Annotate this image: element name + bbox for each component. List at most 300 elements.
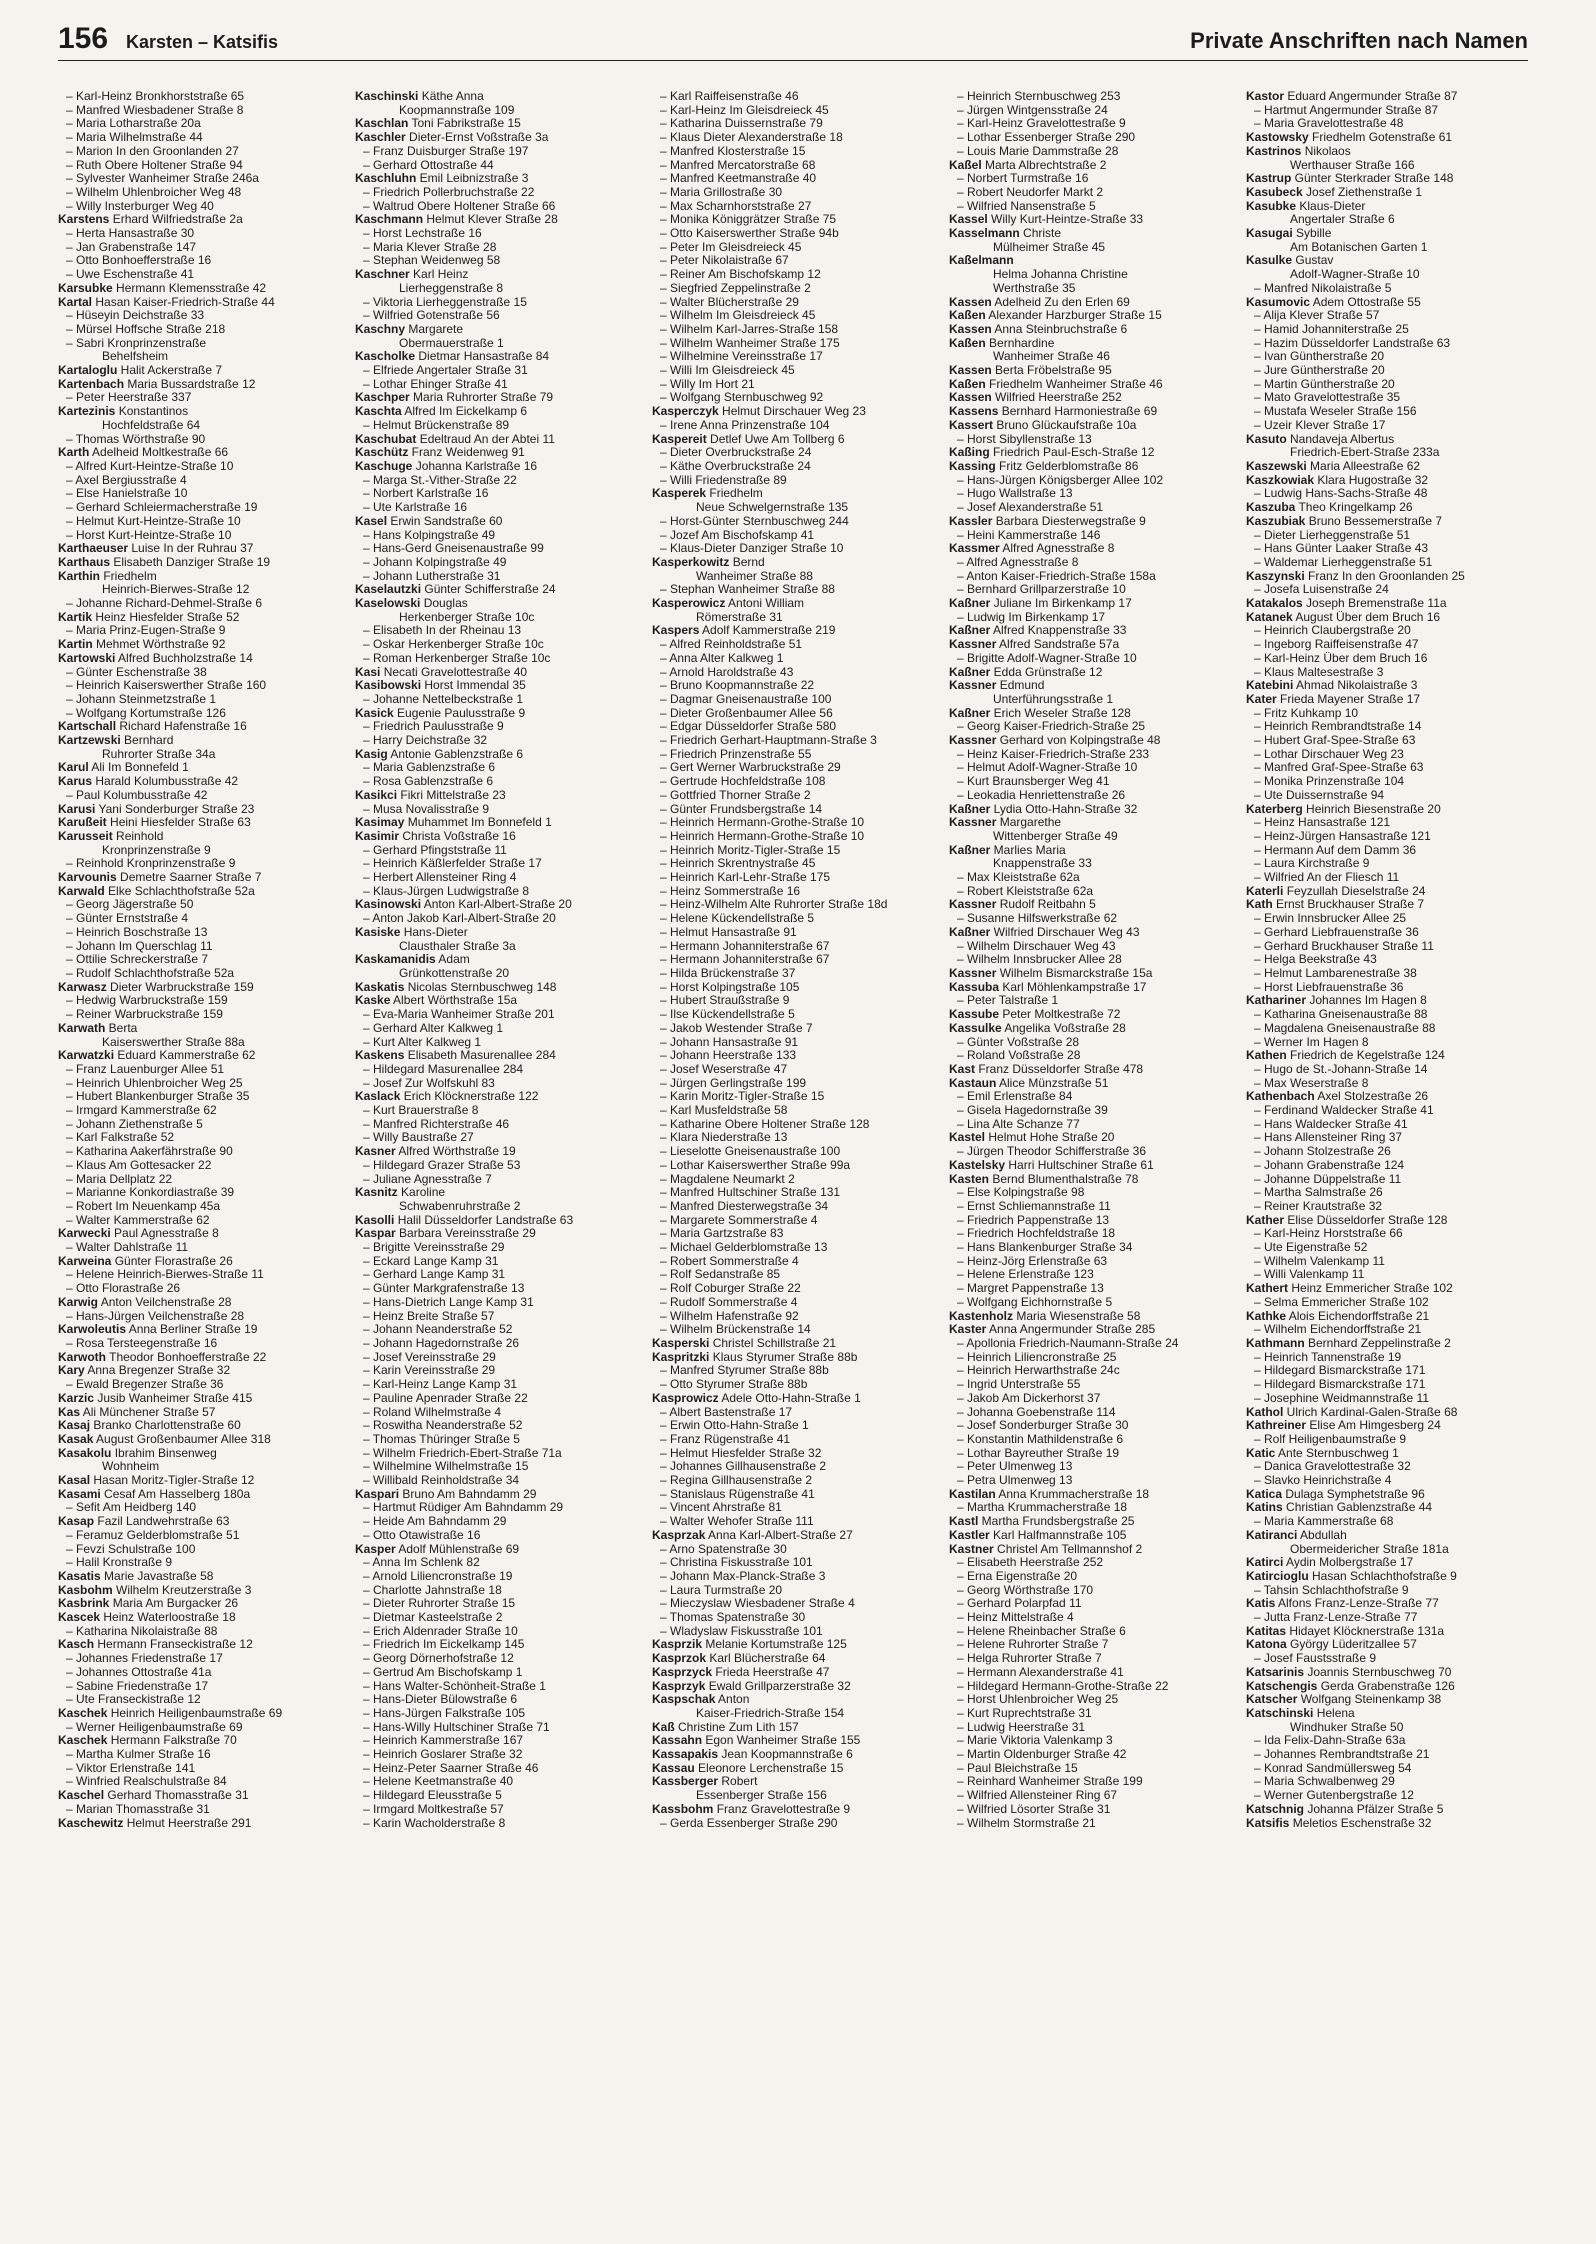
- sub-entry: – Wilhelm Wanheimer Straße 175: [660, 336, 840, 350]
- directory-column: [1246, 90, 1531, 2230]
- surname-entry: [58, 1570, 343, 1584]
- sub-entry: – Günter Voßstraße 28: [957, 1035, 1080, 1049]
- address-continuation: Behelfsheim: [102, 350, 169, 364]
- sub-entry: – Hildegard Bismarckstraße 171: [1254, 1364, 1426, 1378]
- surname: Kasugai: [1246, 227, 1293, 241]
- surname: Kasick: [355, 706, 394, 720]
- name-range: Karsten – Katsifis: [126, 32, 279, 52]
- sub-entry: – Helmut Kurt-Heintze-Straße 10: [66, 514, 241, 528]
- sub-entry: – Josef Faustsstraße 9: [1254, 1652, 1377, 1666]
- sub-entry: – Hans-Jürgen Königsberger Allee 102: [957, 473, 1164, 487]
- entry-detail: Alfred Wörthstraße 19: [395, 1145, 516, 1159]
- sub-entry: – Heinrich Hermann-Grothe-Straße 10: [660, 816, 865, 830]
- sub-entry: – Johannes Ottostraße 41a: [66, 1665, 212, 1679]
- address-continuation: Koopmannstraße 109: [399, 103, 515, 117]
- entry-detail: Richard Hafenstraße 16: [116, 720, 247, 734]
- sub-entry: – Hans-Dietrich Lange Kamp 31: [363, 1295, 534, 1309]
- entry-detail: Marta Albrechtstraße 2: [981, 158, 1107, 172]
- sub-entry: – Maria Kammerstraße 68: [1254, 1515, 1394, 1529]
- surname-entry: [355, 981, 640, 995]
- sub-entry: – Heinrich Herwarthstraße 24c: [957, 1364, 1120, 1378]
- surname: Kaßen: [949, 336, 986, 350]
- surname: Kasaj: [58, 1419, 91, 1433]
- surname-entry: [355, 748, 640, 762]
- sub-entry: – Stanislaus Rügenstraße 41: [660, 1487, 815, 1501]
- entry-detail: Erich Klöcknerstraße 122: [400, 1090, 539, 1104]
- sub-entry: – Lothar Essenberger Straße 290: [957, 131, 1136, 145]
- surname-entry: [949, 1310, 1234, 1324]
- surname: Kathreiner: [1246, 1419, 1307, 1433]
- surname: Kascek: [58, 1611, 101, 1625]
- surname: Kaß: [652, 1720, 675, 1734]
- entry-detail: Bernd: [729, 555, 765, 569]
- surname-entry: [355, 707, 640, 721]
- surname-entry: [58, 405, 343, 419]
- sub-entry: – Reinhold Kronprinzenstraße 9: [66, 857, 236, 871]
- surname: Kasprzak: [652, 1528, 706, 1542]
- surname-entry: [58, 213, 343, 227]
- surname: Karwath: [58, 1021, 106, 1035]
- surname-entry: [652, 1666, 937, 1680]
- address-continuation: Kaiser-Friedrich-Straße 154: [696, 1706, 845, 1720]
- sub-entry: – Martha Salmstraße 26: [1254, 1186, 1383, 1200]
- sub-entry: – Karl Raiffeisenstraße 46: [660, 90, 799, 103]
- sub-entry: – Hans-Willy Hultschiner Straße 71: [363, 1720, 550, 1734]
- surname-entry: [652, 1529, 937, 1543]
- sub-entry: – Johann Ziethenstraße 5: [66, 1117, 203, 1131]
- sub-entry: – Marie Viktoria Valenkamp 3: [957, 1734, 1113, 1748]
- surname: Karus: [58, 775, 93, 789]
- sub-entry: – Anna Im Schlenk 82: [363, 1556, 480, 1570]
- sub-entry: – Jure Güntherstraße 20: [1254, 364, 1385, 378]
- surname-entry: [58, 803, 343, 817]
- entry-detail: Bernd Blumenthalstraße 78: [989, 1172, 1139, 1186]
- surname-entry: [949, 1543, 1234, 1557]
- sub-entry: – Hartmut Angermunder Straße 87: [1254, 103, 1439, 117]
- surname-entry: [949, 666, 1234, 680]
- sub-entry: – Maria Gravelottestraße 48: [1254, 117, 1404, 131]
- sub-entry: – Heinz-Jürgen Hansastraße 121: [1254, 829, 1431, 843]
- sub-entry: – Edgar Düsseldorfer Straße 580: [660, 720, 837, 734]
- surname-entry: [355, 1488, 640, 1502]
- entry-detail: Hermann Franseckistraße 12: [94, 1638, 253, 1652]
- sub-entry: – Gerhard Lange Kamp 31: [363, 1268, 506, 1282]
- surname: Karwatzki: [58, 1049, 115, 1063]
- surname-entry: [355, 816, 640, 830]
- sub-entry: – Heinz Breite Straße 57: [363, 1309, 495, 1323]
- surname-entry: [652, 1680, 937, 1694]
- sub-entry: – Johannes Rembrandtstraße 21: [1254, 1748, 1430, 1762]
- surname: Kassner: [949, 679, 997, 693]
- sub-entry: – Johanna Goebenstraße 114: [957, 1405, 1116, 1419]
- sub-entry: – Jürgen Gerlingstraße 199: [660, 1076, 807, 1090]
- surname-entry: [949, 309, 1234, 323]
- address-continuation: Am Botanischen Garten 1: [1290, 240, 1428, 254]
- entry-detail: Ibrahim Binsenweg: [111, 1446, 217, 1460]
- surname: Kasch: [58, 1638, 95, 1652]
- surname-entry: [355, 460, 640, 474]
- sub-entry: – Roland Voßstraße 28: [957, 1049, 1081, 1063]
- sub-entry: – Hazim Düsseldorfer Landstraße 63: [1254, 336, 1451, 350]
- surname-entry: [652, 487, 937, 501]
- sub-entry: – Friedrich Im Eickelkamp 145: [363, 1638, 525, 1652]
- entry-detail: Karl Heinz: [409, 268, 469, 282]
- sub-entry: – Hans Kolpingstraße 49: [363, 528, 496, 542]
- sub-entry: – Mustafa Weseler Straße 156: [1254, 405, 1417, 419]
- sub-entry: – Karl Falkstraße 52: [66, 1131, 175, 1145]
- page-number: 156: [58, 22, 109, 55]
- surname-entry: [355, 213, 640, 227]
- surname-entry: [58, 871, 343, 885]
- sub-entry: – Arnold Liliencronstraße 19: [363, 1569, 513, 1583]
- sub-entry: – Waltrud Obere Holtener Straße 66: [363, 199, 556, 213]
- surname-entry: [1246, 1817, 1531, 1831]
- surname-entry: [1246, 90, 1531, 104]
- surname: Katitas: [1246, 1624, 1287, 1638]
- entry-detail: Elisabeth Masurenallee 284: [404, 1049, 556, 1063]
- surname: Kaschta: [355, 405, 402, 419]
- address-continuation: Clausthaler Straße 3a: [399, 939, 516, 953]
- entry-detail: Karoline: [397, 1186, 446, 1200]
- sub-entry: – Rolf Heiligenbaumstraße 9: [1254, 1432, 1407, 1446]
- entry-detail: Christian Gablenzstraße 44: [1282, 1501, 1433, 1515]
- sub-entry: – Johann Kolpingstraße 49: [363, 555, 507, 569]
- sub-entry: – Hans-Jürgen Veilchenstraße 28: [66, 1309, 245, 1323]
- sub-entry: – Hans-Gerd Gneisenaustraße 99: [363, 542, 544, 556]
- sub-entry: – Willibald Reinholdstraße 34: [363, 1474, 520, 1488]
- surname: Katschnig: [1246, 1802, 1305, 1816]
- surname-entry: [949, 296, 1234, 310]
- surname: Katins: [1246, 1501, 1283, 1515]
- surname: Kaslack: [355, 1090, 401, 1104]
- entry-detail: Mehmet Wörthstraße 92: [92, 638, 226, 652]
- sub-entry: – Manfred Wiesbadener Straße 8: [66, 103, 244, 117]
- surname: Kassmer: [949, 542, 1000, 556]
- sub-entry: – Brigitte Adolf-Wagner-Straße 10: [957, 651, 1137, 665]
- sub-entry: – Helmut Lambarenestraße 38: [1254, 967, 1417, 980]
- entry-detail: Nicolas Sternbuschweg 148: [404, 980, 557, 994]
- entry-detail: Joseph Bremenstraße 11a: [1302, 597, 1447, 611]
- sub-entry: – Reiner Am Bischofskamp 12: [660, 268, 821, 282]
- surname-entry: [58, 1474, 343, 1488]
- entry-detail: Ante Sternbuschweg 1: [1275, 1446, 1399, 1460]
- sub-entry: – Heinrich Goslarer Straße 32: [363, 1748, 523, 1762]
- surname-entry: [949, 227, 1234, 241]
- entry-detail: Anton Karl-Albert-Straße 20: [421, 898, 572, 912]
- sub-entry: – Katharine Obere Holtener Straße 128: [660, 1117, 870, 1131]
- surname-entry: [1246, 227, 1531, 241]
- entry-detail: Erhard Wilfriedstraße 2a: [109, 213, 243, 227]
- entry-detail: Gerhard von Kolpingstraße 48: [996, 734, 1161, 748]
- entry-detail: Theodor Bonhoefferstraße 22: [106, 1350, 267, 1364]
- surname-entry: [1246, 885, 1531, 899]
- sub-entry: – Hermann Auf dem Damm 36: [1254, 843, 1417, 857]
- sub-entry: – Heinrich Moritz-Tigler-Straße 15: [660, 843, 841, 857]
- sub-entry: – Wilhelmine Vereinsstraße 17: [660, 350, 823, 364]
- surname-entry: [58, 1707, 343, 1721]
- surname: Kasami: [58, 1487, 101, 1501]
- entry-detail: Adelheid Zu den Erlen 69: [991, 295, 1130, 309]
- sub-entry: – Friedrich Hochfeldstraße 18: [957, 1227, 1116, 1241]
- surname-entry: [58, 556, 343, 570]
- surname: Kastrinos: [1246, 144, 1302, 158]
- address-continuation: Lierheggenstraße 8: [399, 281, 504, 295]
- surname-entry: [58, 1433, 343, 1447]
- surname: Kaselowski: [355, 597, 421, 611]
- entry-detail: Anna Karl-Albert-Straße 27: [705, 1528, 853, 1542]
- sub-entry: – Laura Kirchstraße 9: [1254, 857, 1370, 871]
- sub-entry: – Martin Güntherstraße 20: [1254, 377, 1395, 391]
- sub-entry: – Heinrich Liliencronstraße 25: [957, 1350, 1117, 1364]
- entry-detail: Edmund: [996, 679, 1045, 693]
- sub-entry: – Jürgen Theodor Schifferstraße 36: [957, 1145, 1146, 1159]
- entry-detail: Detlef Uwe Am Tollberg 6: [706, 432, 845, 446]
- entry-detail: Hermann Falkstraße 70: [107, 1734, 237, 1748]
- sub-entry: – Horst Kolpingstraße 105: [660, 980, 800, 994]
- surname: Kasakolu: [58, 1446, 112, 1460]
- surname-entry: [1246, 1707, 1531, 1721]
- entry-detail: Bernhardine: [985, 336, 1055, 350]
- address-continuation: Helma Johanna Christine: [993, 268, 1128, 282]
- surname-entry: [652, 1652, 937, 1666]
- surname: Kaschluhn: [355, 172, 417, 186]
- surname: Kaßner: [949, 706, 991, 720]
- sub-entry: – Wolfgang Eichhornstraße 5: [957, 1295, 1113, 1309]
- sub-entry: – Manfred Nikolaistraße 5: [1254, 281, 1392, 295]
- sub-entry: – Helga Ruhrorter Straße 7: [957, 1652, 1102, 1666]
- sub-entry: – Klara Niederstraße 13: [660, 1131, 788, 1145]
- entry-detail: Harald Kolumbusstraße 42: [92, 775, 239, 789]
- surname-entry: [652, 556, 937, 570]
- surname: Kartzewski: [58, 734, 121, 748]
- sub-entry: – Johann Hagedornstraße 26: [363, 1336, 520, 1350]
- sub-entry: – Willy Insterburger Weg 40: [66, 199, 214, 213]
- surname-entry: [58, 1364, 343, 1378]
- surname-entry: [355, 131, 640, 145]
- sub-entry: – Franz Lauenburger Allee 51: [66, 1062, 225, 1076]
- surname-entry: [355, 1186, 640, 1200]
- sub-entry: – Ottilie Schreckerstraße 7: [66, 953, 209, 967]
- surname-entry: [58, 611, 343, 625]
- surname: Kastor: [1246, 90, 1285, 103]
- surname-entry: [58, 1049, 343, 1063]
- entry-detail: Ewald Grillparzerstraße 32: [705, 1679, 851, 1693]
- sub-entry: – Josephine Weidmannstraße 11: [1254, 1391, 1429, 1405]
- sub-entry: – Maria Wilhelmstraße 44: [66, 131, 203, 145]
- sub-entry: – Roland Wilhelmstraße 4: [363, 1405, 502, 1419]
- entry-detail: Elisabeth Danziger Straße 19: [110, 555, 271, 569]
- sub-entry: – Johann Grabenstraße 124: [1254, 1158, 1405, 1172]
- surname: Kasikci: [355, 788, 398, 802]
- sub-entry: – Gert Werner Warbruckstraße 29: [660, 761, 841, 775]
- surname-entry: [652, 624, 937, 638]
- surname: Kassen: [949, 364, 992, 378]
- surname-entry: [355, 117, 640, 131]
- sub-entry: – Georg Dörnerhofstraße 12: [363, 1652, 514, 1666]
- sub-entry: – Robert Neudorfer Markt 2: [957, 185, 1104, 199]
- entry-detail: Antonie Gablenzstraße 6: [387, 747, 524, 761]
- surname: Kaschewitz: [58, 1816, 124, 1830]
- address-continuation: Neue Schwelgernstraße 135: [696, 501, 849, 515]
- entry-detail: Heinz Hiesfelder Straße 52: [92, 610, 240, 624]
- sub-entry: – Charlotte Jahnstraße 18: [363, 1583, 502, 1597]
- surname-entry: [949, 898, 1234, 912]
- surname: Kaskens: [355, 1049, 405, 1063]
- surname-entry: [58, 1296, 343, 1310]
- surname-entry: [1246, 1666, 1531, 1680]
- surname-entry: [58, 542, 343, 556]
- surname: Kaschner: [355, 268, 410, 282]
- sub-entry: – Dieter Großenbaumer Allee 56: [660, 706, 833, 720]
- surname: Kaßner: [949, 802, 991, 816]
- surname: Karzic: [58, 1391, 95, 1405]
- surname-entry: [949, 967, 1234, 981]
- sub-entry: – Hildegard Eleusstraße 5: [363, 1789, 502, 1803]
- sub-entry: – Erich Aldenrader Straße 10: [363, 1624, 518, 1638]
- surname-entry: [1246, 1597, 1531, 1611]
- sub-entry: – Hermann Alexanderstraße 41: [957, 1665, 1124, 1679]
- address-continuation: Wanheimer Straße 88: [696, 569, 813, 583]
- sub-entry: – Peter Im Gleisdreieck 45: [660, 240, 802, 254]
- surname-entry: [58, 734, 343, 748]
- sub-entry: – Konstantin Mathildenstraße 6: [957, 1432, 1124, 1446]
- sub-entry: – Marianne Konkordiastraße 39: [66, 1186, 235, 1200]
- surname: Kather: [1246, 1213, 1285, 1227]
- sub-entry: – Wilfried Lösorter Straße 31: [957, 1802, 1111, 1816]
- sub-entry: – Thomas Spatenstraße 30: [660, 1611, 806, 1625]
- sub-entry: – Willy Baustraße 27: [363, 1131, 474, 1145]
- sub-entry: – Erwin Otto-Hahn-Straße 1: [660, 1419, 809, 1433]
- surname: Kaszubiak: [1246, 514, 1306, 528]
- surname: Katschinski: [1246, 1706, 1314, 1720]
- entry-detail: Anna Krummacherstraße 18: [995, 1487, 1150, 1501]
- address-continuation: Grünkottenstraße 20: [399, 967, 510, 980]
- sub-entry: – Johannes Friedenstraße 17: [66, 1652, 223, 1666]
- entry-detail: Alice Münzstraße 51: [996, 1076, 1109, 1090]
- sub-entry: – Friedrich Pappenstraße 13: [957, 1213, 1110, 1227]
- surname-entry: [949, 460, 1234, 474]
- sub-entry: – Wilfried An der Fliesch 11: [1254, 871, 1400, 885]
- entry-detail: Maria Wiesenstraße 58: [1013, 1309, 1141, 1323]
- sub-entry: – Elisabeth In der Rheinau 13: [363, 624, 522, 638]
- directory-columns: [58, 90, 1534, 2230]
- sub-entry: – Helmut Adolf-Wagner-Straße 10: [957, 761, 1138, 775]
- surname-entry: [58, 1255, 343, 1269]
- surname-entry: [1246, 570, 1531, 584]
- sub-entry: – Klaus Dieter Alexanderstraße 18: [660, 131, 843, 145]
- entry-detail: Maria Bussardstraße 12: [124, 377, 256, 391]
- entry-detail: Robert: [718, 1775, 758, 1789]
- sub-entry: – Maria Lotharstraße 20a: [66, 117, 201, 131]
- sub-entry: – Klaus Am Gottesacker 22: [66, 1158, 212, 1172]
- entry-detail: Abdullah: [1297, 1528, 1347, 1542]
- sub-entry: – Elfriede Angertaler Straße 31: [363, 364, 528, 378]
- sub-entry: – Konrad Sandmüllersweg 54: [1254, 1761, 1412, 1775]
- surname-entry: [949, 1173, 1234, 1187]
- address-continuation: Römerstraße 31: [696, 610, 783, 624]
- entry-detail: Maria Am Burgacker 26: [109, 1597, 239, 1611]
- surname-entry: [949, 1077, 1234, 1091]
- sub-entry: – Friedrich Paulusstraße 9: [363, 720, 504, 734]
- surname: Kastel: [949, 1131, 986, 1145]
- surname-entry: [1246, 296, 1531, 310]
- surname-entry: [652, 597, 937, 611]
- sub-entry: – Helmut Hansastraße 91: [660, 925, 797, 939]
- surname: Kasubke: [1246, 199, 1297, 213]
- entry-detail: Willy Kurt-Heintze-Straße 33: [987, 213, 1144, 227]
- sub-entry: – Hamid Johanniterstraße 25: [1254, 322, 1409, 336]
- entry-detail: Johannes Im Hagen 8: [1306, 994, 1427, 1008]
- sub-entry: – Hans Günter Laaker Straße 43: [1254, 542, 1429, 556]
- sub-entry: – Peter Heerstraße 337: [66, 391, 192, 405]
- entry-detail: Konstantinos: [115, 405, 189, 419]
- entry-detail: Heini Hiesfelder Straße 63: [106, 816, 251, 830]
- entry-detail: Feyzullah Dieselstraße 24: [1283, 884, 1426, 898]
- surname: Kaßner: [949, 624, 991, 638]
- sub-entry: – Johann Lutherstraße 31: [363, 569, 501, 583]
- sub-entry: – Norbert Turmstraße 16: [957, 172, 1089, 186]
- surname-entry: [1246, 1693, 1531, 1707]
- surname-entry: [949, 515, 1234, 529]
- entry-detail: Alfred Buchholzstraße 14: [115, 651, 253, 665]
- sub-entry: – Anton Kaiser-Friedrich-Straße 158a: [957, 569, 1156, 583]
- sub-entry: – Willi Friedenstraße 89: [660, 473, 787, 487]
- address-continuation: Schwabenruhrstraße 2: [399, 1199, 521, 1213]
- entry-detail: Nandaveja Albertus: [1286, 432, 1395, 446]
- surname-entry: [1246, 611, 1531, 625]
- sub-entry: – Petra Ulmenweg 13: [957, 1474, 1073, 1488]
- surname-entry: [949, 1515, 1234, 1529]
- surname: Kassube: [949, 1008, 1000, 1022]
- surname: Kasuto: [1246, 432, 1287, 446]
- surname: Karwoth: [58, 1350, 106, 1364]
- surname: Kaschler: [355, 131, 406, 145]
- surname: Kaschmann: [355, 213, 424, 227]
- sub-entry: – Otto Florastraße 26: [66, 1282, 181, 1296]
- entry-detail: Gerhard Thomasstraße 31: [104, 1789, 249, 1803]
- sub-entry: – Jan Grabenstraße 147: [66, 240, 197, 254]
- sub-entry: – Karl-Heinz Über dem Bruch 16: [1254, 651, 1428, 665]
- sub-entry: – Magdalene Neumarkt 2: [660, 1172, 795, 1186]
- sub-entry: – Margret Pappenstraße 13: [957, 1282, 1104, 1296]
- sub-entry: – Willi Valenkamp 11: [1254, 1268, 1365, 1282]
- entry-detail: Joannis Sternbuschweg 70: [1304, 1665, 1452, 1679]
- surname-entry: [58, 1611, 343, 1625]
- sub-entry: – Heinrich Uhlenbroicher Weg 25: [66, 1076, 243, 1090]
- surname-entry: [949, 254, 1234, 268]
- sub-entry: – Marion In den Groonlanden 27: [66, 144, 239, 158]
- sub-entry: – Gertrude Hochfeldstraße 108: [660, 775, 826, 789]
- sub-entry: – Hugo Wallstraße 13: [957, 487, 1073, 501]
- surname: Kaskatis: [355, 980, 405, 994]
- surname: Kasulke: [1246, 254, 1293, 268]
- surname-entry: [58, 1817, 343, 1831]
- sub-entry: – Georg Wörthstraße 170: [957, 1583, 1094, 1597]
- surname: Kassner: [949, 734, 997, 748]
- entry-detail: Anna Berliner Straße 19: [126, 1323, 258, 1337]
- sub-entry: – Wilhelm Im Gleisdreieck 45: [660, 309, 816, 323]
- sub-entry: – Anton Jakob Karl-Albert-Straße 20: [363, 912, 556, 926]
- sub-entry: – Martha Kulmer Straße 16: [66, 1748, 211, 1762]
- sub-entry: – Hans-Dieter Bülowstraße 6: [363, 1693, 518, 1707]
- entry-detail: Douglas: [420, 597, 468, 611]
- surname: Kassler: [949, 514, 993, 528]
- surname-entry: [355, 926, 640, 940]
- surname-entry: [58, 1022, 343, 1036]
- surname: Karwig: [58, 1295, 99, 1309]
- entry-detail: Harri Hultschiner Straße 61: [1005, 1158, 1154, 1172]
- sub-entry: – Helene Ruhrorter Straße 7: [957, 1638, 1109, 1652]
